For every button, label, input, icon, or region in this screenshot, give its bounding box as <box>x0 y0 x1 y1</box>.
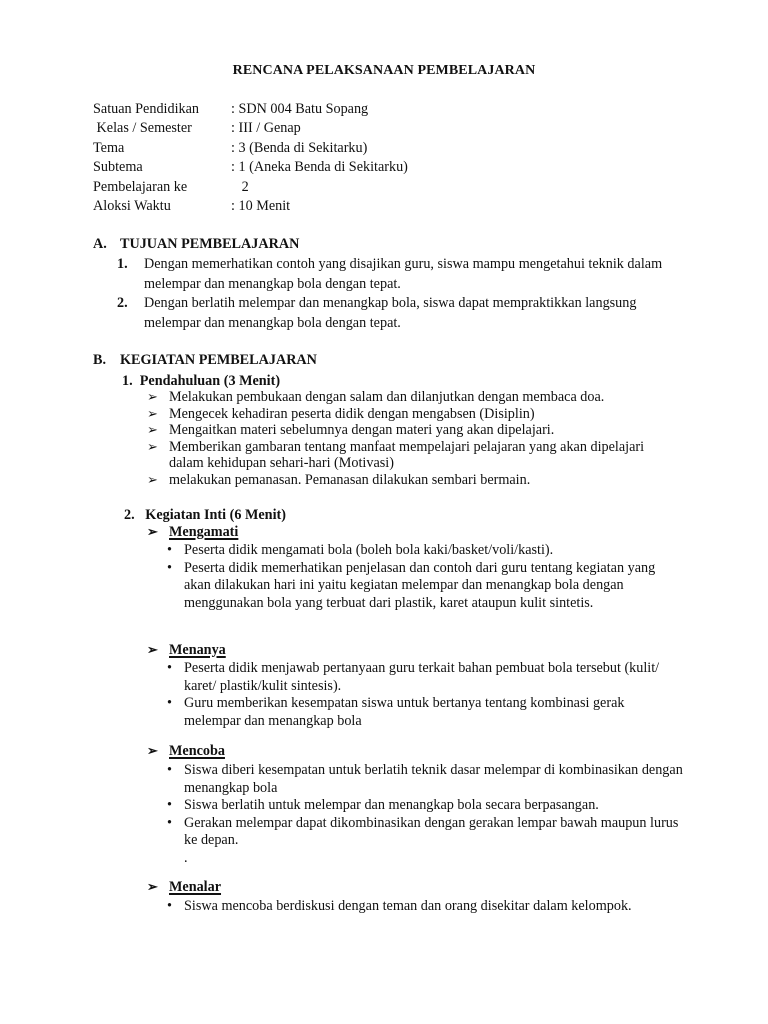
bullet-icon: • <box>167 797 172 813</box>
arrow-bullet-icon: ➢ <box>147 405 158 421</box>
list-item: ➢ Melakukan pembukaan dengan salam dan dilanjutkan dengan membaca doa. <box>147 389 605 405</box>
list-item: • Siswa berlatih untuk melempar dan menangkap bola secara berpasangan. <box>167 797 599 813</box>
list-item: • Guru memberikan kesempatan siswa untuk bertanya tentang kombinasi gerak melempar dan menangkap bola <box>167 695 625 729</box>
kegiatan-inti-heading: 2. Kegiatan Inti (6 Menit) <box>124 507 286 523</box>
bullet-icon: • <box>167 542 172 558</box>
tujuan-list <box>117 255 677 333</box>
menanya-heading: ➢ Menanya <box>147 642 226 658</box>
list-item: 1. Dengan memerhatikan contoh yang disajikan guru, siswa mampu mengetahui teknik dalam melempar dan menangkap bola dengan tepat. <box>117 256 663 292</box>
list-item: ➢ Mengecek kehadiran peserta didik dengan mengabsen (Disiplin) <box>147 405 535 422</box>
mengamati-list <box>164 542 684 612</box>
list-item: • Peserta didik memerhatikan penjelasan dan contoh dari guru tentang kegiatan yang akan dilakukan hari ini yaitu kegiatan melempar dan menangkap bola dengan menggunakan bola yang terbuat dari plastik, karet ataupun kulit sintetis. <box>167 559 656 611</box>
list-item: ➢ Memberikan gambaran tentang manfaat mempelajari pelajaran yang akan dipelajari dalam kehidupan sehari-hari (Motivasi) <box>147 438 645 472</box>
mencoba-heading: ➢ Mencoba <box>147 743 225 759</box>
page-title: RENCANA PELAKSANAAN PEMBELAJARAN <box>232 63 536 78</box>
mengamati-heading: ➢ Mengamati <box>147 524 239 540</box>
arrow-bullet-icon: ➢ <box>147 471 158 487</box>
arrow-bullet-icon: ➢ <box>147 743 158 758</box>
menanya-list <box>164 660 684 730</box>
menalar-heading: ➢ Menalar <box>147 879 222 895</box>
arrow-bullet-icon: ➢ <box>147 422 158 438</box>
pendahuluan-heading: 1. Pendahuluan (3 Menit) <box>122 373 281 389</box>
bullet-icon: • <box>167 898 172 914</box>
list-item: ➢ melakukan pemanasan. Pemanasan dilakukan sembari bermain. <box>147 471 531 488</box>
section-a-heading: A. TUJUAN PEMBELAJARAN <box>93 236 300 252</box>
list-item: 2. Dengan berlatih melempar dan menangkap bola, siswa dapat mempraktikkan langsung melempar dan menangkap bola dengan tepat. <box>117 295 637 331</box>
arrow-bullet-icon: ➢ <box>147 389 158 404</box>
bullet-icon: • <box>167 695 172 711</box>
list-item: • Gerakan melempar dapat dikombinasikan dengan gerakan lempar bawah maupun lurus ke depan. . <box>167 814 679 866</box>
bullet-icon: • <box>167 559 172 576</box>
list-item: • Peserta didik mengamati bola (boleh bola kaki/basket/voli/kasti). <box>167 542 554 558</box>
bullet-icon: • <box>167 660 172 676</box>
menalar-list <box>164 898 684 916</box>
list-item: ➢ Mengaitkan materi sebelumnya dengan materi yang akan dipelajari. <box>147 422 555 439</box>
bullet-icon: • <box>167 762 172 778</box>
pendahuluan-list <box>147 389 667 489</box>
arrow-bullet-icon: ➢ <box>147 438 158 454</box>
bullet-icon: • <box>167 814 172 831</box>
arrow-bullet-icon: ➢ <box>147 642 158 657</box>
list-item: • Siswa mencoba berdiskusi dengan teman dan orang disekitar dalam kelompok. <box>167 898 632 914</box>
document-page: RENCANA PELAKSANAAN PEMBELAJARAN Satuan Pendidikan : SDN 004 Batu Sopang Kelas / Semester : III / Genap Tema : 3 (Benda di Sekitarku) Subtema : 1 (Aneka Benda di Sekitarku) Pembelajaran ke 2 Aloksi Waktu : 10 Menit A. TUJUAN PEMBELAJARAN 1. Dengan memerhatikan contoh yang disajikan guru, siswa mampu mengetahui teknik dalam melempar dan menangkap bola dengan tepat. 2. Dengan berlatih melempar dan menangkap bola, siswa dapat mempraktikkan langsung melempar dan menangkap bola dengan tepat. B. KEGIATAN PEMBELAJARAN 1. Pendahuluan (3 Menit) ➢ Melakukan pembukaan dengan salam dan dilanjutkan dengan membaca doa. ➢ Mengecek kehadiran peserta didik dengan mengabsen (Disiplin) ➢ Mengaitkan materi sebelumnya dengan materi yang akan dipelajari. ➢ Memberikan gambaran tentang manfaat mempelajari pelajaran yang akan dipelajari dalam kehidupan sehari-hari (Motivasi) ➢ melakukan pemanasan. Pemanasan dilakukan sembari bermain. 2. Kegiatan Inti (6 Menit) ➢ Mengamati • Peserta didik mengamati bola (boleh bola kaki/basket/voli/kasti). • Peserta didik memerhatikan penjelasan dan contoh dari guru tentang kegiatan yang akan dilakukan hari ini yaitu kegiatan melempar dan menangkap bola dengan menggunakan bola yang terbuat dari plastik, karet ataupun kulit sintetis. ➢ Menanya • Peserta didik menjawab pertanyaan guru terkait bahan pembuat bola tersebut (kulit/ karet/ plastik/kulit sintesis). • Guru memberikan kesempatan siswa untuk bertanya tentang kombinasi gerak melempar dan menangkap bola ➢ Mencoba • Siswa diberi kesempatan untuk berlatih teknik dasar melempar di kombinasikan dengan menangkap bola • Siswa berlatih untuk melempar dan menangkap bola secara berpasangan. • Gerakan melempar dapat dikombinasikan dengan gerakan lempar bawah maupun lurus ke depan. . ➢ Menalar • Siswa mencoba berdiskusi dengan teman dan orang disekitar dalam kelompok. <box>0 0 768 1024</box>
list-item: • Siswa diberi kesempatan untuk berlatih teknik dasar melempar di kombinasikan dengan menangkap bola <box>167 762 683 796</box>
arrow-bullet-icon: ➢ <box>147 879 158 894</box>
section-b-heading: B. KEGIATAN PEMBELAJARAN <box>93 352 317 368</box>
arrow-bullet-icon: ➢ <box>147 524 158 539</box>
list-item: • Peserta didik menjawab pertanyaan guru terkait bahan pembuat bola tersebut (kulit/ karet/ plastik/kulit sintesis). <box>167 660 660 694</box>
mencoba-list <box>164 762 684 867</box>
